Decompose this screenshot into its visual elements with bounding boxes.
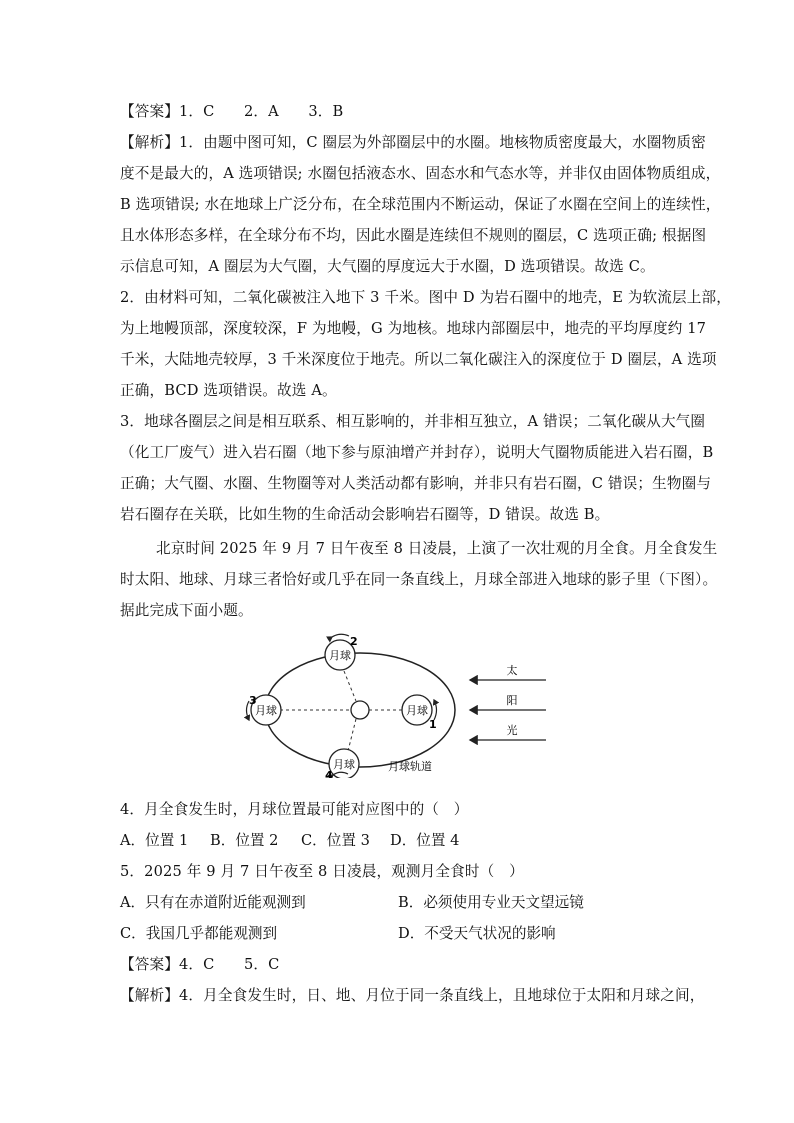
analysis-line: 且水体形态多样，在全球分布不均，因此水圈是连续但不规则的圈层，C 选项正确; 根据图 — [120, 227, 707, 244]
answer-label: 【答案】 — [120, 103, 179, 120]
analysis-line: 正确，BCD 选项错误。故选 A。 — [120, 382, 337, 399]
analysis-text: 1．由题中图可知，C 圈层为外部圈层中的水圈。地核物质密度最大，水圈物质密 — [178, 134, 706, 151]
material-line: 据此完成下面小题。 — [120, 602, 253, 619]
moon-label: 月球 — [255, 704, 277, 717]
q4-option-b: B．位置 2 — [210, 832, 279, 849]
position-number: 3 — [249, 694, 257, 707]
sunlight-label: 阳 — [506, 694, 518, 707]
analysis-text: 4．月全食发生时，日、地、月位于同一条直线上，且地球位于太阳和月球之间， — [178, 987, 705, 1004]
position-number: 1 — [429, 718, 437, 731]
answer-label: 【答案】 — [120, 956, 179, 973]
dashed-line — [348, 719, 356, 751]
analysis-line — [120, 133, 706, 153]
analysis-line: B 选项错误; 水在地球上广泛分布，在全球范围内不断运动，保证了水圈在空间上的连续性， — [120, 196, 721, 213]
moon-label: 月球 — [333, 758, 355, 771]
analysis-line: 为上地幔顶部，深度较深，F 为地幔，G 为地核。地球内部圈层中，地壳的平均厚度约 17 — [120, 320, 707, 337]
dashed-line — [344, 671, 356, 701]
sunlight-label: 光 — [506, 724, 518, 737]
analysis-line: 2．由材料可知，二氧化碳被注入地下 3 千米。图中 D 为岩石圈中的地壳，E 为软流层上部， — [120, 289, 731, 306]
question-5-stem: 5．2025 年 9 月 7 日午夜至 8 日凌晨，观测月全食时（ ） — [120, 863, 524, 880]
material-line: 时太阳、地球、月球三者恰好或几乎在同一条直线上，月球全部进入地球的影子里（下图）。 — [120, 571, 718, 588]
sunlight-label: 太 — [506, 664, 518, 677]
moon-label: 月球 — [406, 704, 428, 717]
q5-option-d: D．不受天气状况的影响 — [398, 925, 556, 942]
analysis-line: 度不是最大的，A 选项错误; 水圈包括液态水、固态水和气态水等，并非仅由固体物质组成， — [120, 165, 721, 182]
q4-option-d: D．位置 4 — [390, 832, 460, 849]
position-number: 4 — [325, 769, 333, 778]
analysis-label: 【解析】 — [120, 134, 179, 151]
material-line: 北京时间 2025 年 9 月 7 日午夜至 8 日凌晨，上演了一次壮观的月全食。月全食发生 — [156, 540, 718, 557]
analysis-label: 【解析】 — [120, 987, 179, 1004]
orbit-label: 月球轨道 — [388, 760, 432, 773]
lunar-eclipse-diagram — [236, 628, 556, 778]
analysis-line: （化工厂废气）进入岩石圈（地下参与原油增产并封存），说明大气圈物质能进入岩石圈，B — [120, 444, 714, 461]
analysis-line: 3．地球各圈层之间是相互联系、相互影响的，并非相互独立，A 错误；二氧化碳从大气圈 — [120, 413, 706, 430]
analysis-line: 千米，大陆地壳较厚，3 千米深度位于地壳。所以二氧化碳注入的深度位于 D 圈层，A 选项 — [120, 351, 717, 368]
analysis-line-2 — [120, 986, 704, 1006]
q5-option-a: A．只有在赤道附近能观测到 — [120, 894, 306, 911]
q4-option-c: C．位置 3 — [301, 832, 370, 849]
analysis-line: 正确；大气圈、水圈、生物圈等对人类活动都有影响，并非只有岩石圈，C 错误；生物圈与 — [120, 475, 712, 492]
rotation-arrow-icon — [332, 634, 349, 637]
answer-line-1 — [120, 102, 343, 122]
question-4-stem: 4．月全食发生时，月球位置最可能对应图中的（ ） — [120, 801, 469, 818]
q4-option-a: A．位置 1 — [120, 832, 189, 849]
analysis-line: 示信息可知，A 圈层为大气圈，大气圈的厚度远大于水圈，D 选项错误。故选 C。 — [120, 258, 655, 275]
answer-text: 4．C 5．C — [178, 956, 280, 973]
moon-label: 月球 — [329, 649, 351, 662]
analysis-line: 岩石圈存在关联，比如生物的生命活动会影响岩石圈等，D 错误。故选 B。 — [120, 506, 610, 523]
q5-option-b: B．必须使用专业天文望远镜 — [398, 894, 584, 911]
answer-line-2 — [120, 955, 279, 975]
position-number: 2 — [350, 635, 358, 648]
rotation-arrow-icon — [434, 700, 437, 720]
q5-option-c: C．我国几乎都能观测到 — [120, 925, 278, 942]
answer-text: 1．C 2．A 3．B — [178, 103, 344, 120]
earth-icon — [351, 701, 369, 719]
